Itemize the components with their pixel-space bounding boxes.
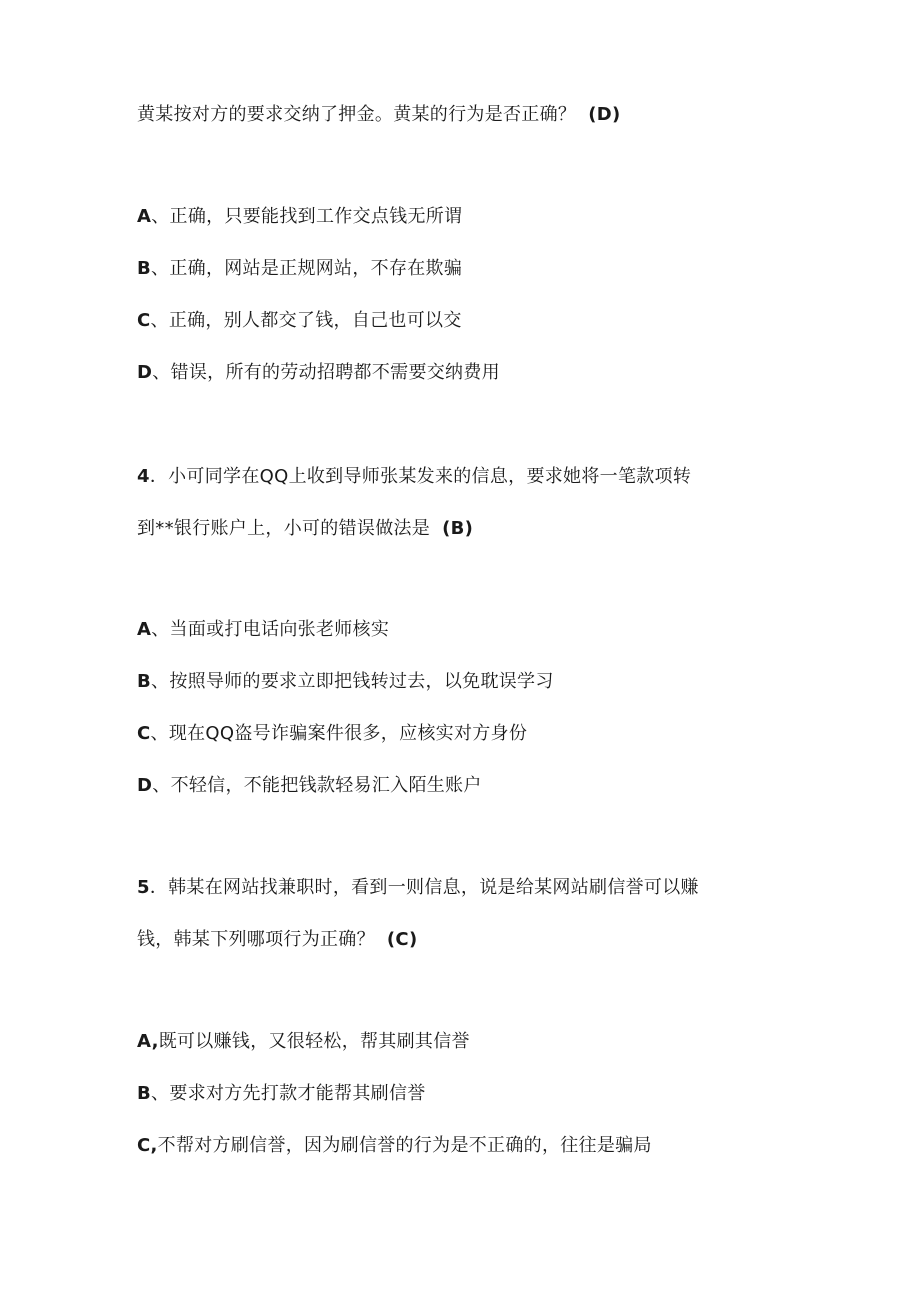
q3-option-d: [137, 361, 500, 385]
q4-option-b: [137, 670, 554, 694]
option-label: A: [137, 206, 152, 227]
option-text: 不轻信，不能把钱款轻易汇入陌生账户: [170, 775, 482, 796]
option-text: 正确，网站是正规网站，不存在欺骗: [169, 258, 463, 279]
q4-option-d: [137, 774, 482, 798]
q5-option-a: [137, 1030, 470, 1054]
q3-option-a: [137, 205, 462, 229]
q3-option-c: [137, 309, 462, 333]
q4-number: 4: [137, 466, 150, 487]
q4-stem-line-1: [137, 465, 691, 489]
option-text: 当面或打电话向张老师核实: [169, 619, 390, 640]
option-label: C: [137, 310, 151, 331]
option-sep: 、: [150, 723, 169, 744]
q4-option-c: [137, 722, 527, 746]
option-sep: 、: [150, 310, 169, 331]
q4-answer: (B): [442, 518, 474, 539]
option-text: 错误，所有的劳动招聘都不需要交纳费用: [170, 362, 500, 383]
option-text: 要求对方先打款才能帮其刷信誉: [169, 1083, 426, 1104]
option-sep: 、: [151, 258, 170, 279]
q5-stem-text-1: ．韩某在网站找兼职时，看到一则信息，说是给某网站刷信誉可以赚: [149, 877, 699, 898]
option-label: C: [137, 723, 151, 744]
q5-number: 5: [137, 877, 150, 898]
option-label: A: [137, 619, 152, 640]
q3-stem-line: [137, 103, 621, 127]
q3-option-b: [137, 257, 462, 281]
option-text: 现在QQ盗号诈骗案件很多，应核实对方身份: [168, 723, 528, 744]
q3-stem-text: 黄某按对方的要求交纳了押金。黄某的行为是否正确？: [137, 104, 577, 125]
option-label: D: [137, 362, 153, 383]
option-sep: 、: [151, 206, 170, 227]
q4-stem-line-2: [137, 517, 473, 541]
q4-stem-text-2: 到**银行账户上，小可的错误做法是: [137, 518, 431, 539]
option-text: 正确，别人都交了钱，自己也可以交: [168, 310, 462, 331]
option-label: A,: [137, 1031, 159, 1052]
option-sep: 、: [151, 1083, 170, 1104]
q3-answer: (D): [588, 104, 621, 125]
option-sep: 、: [152, 775, 171, 796]
q5-stem-text-2: 钱，韩某下列哪项行为正确？: [137, 929, 375, 950]
option-sep: 、: [152, 362, 171, 383]
q5-stem-line-1: [137, 876, 699, 900]
q5-option-c: [137, 1134, 652, 1158]
q5-option-b: [137, 1082, 426, 1106]
option-sep: 、: [151, 619, 170, 640]
option-label: B: [137, 671, 152, 692]
q4-option-a: [137, 618, 389, 642]
option-sep: 、: [151, 671, 170, 692]
option-label: D: [137, 775, 153, 796]
option-label: C,: [137, 1135, 158, 1156]
q5-answer: (C): [386, 929, 418, 950]
option-text: 按照导师的要求立即把钱转过去，以免耽误学习: [169, 671, 554, 692]
q4-stem-text-1: ．小可同学在QQ上收到导师张某发来的信息，要求她将一笔款项转: [149, 466, 692, 487]
option-text: 正确，只要能找到工作交点钱无所谓: [169, 206, 463, 227]
option-label: B: [137, 258, 152, 279]
q5-stem-line-2: [137, 928, 417, 952]
option-label: B: [137, 1083, 152, 1104]
option-text: 既可以赚钱，又很轻松，帮其刷其信誉: [158, 1031, 470, 1052]
option-text: 不帮对方刷信誉，因为刷信誉的行为是不正确的，往往是骗局: [157, 1135, 652, 1156]
